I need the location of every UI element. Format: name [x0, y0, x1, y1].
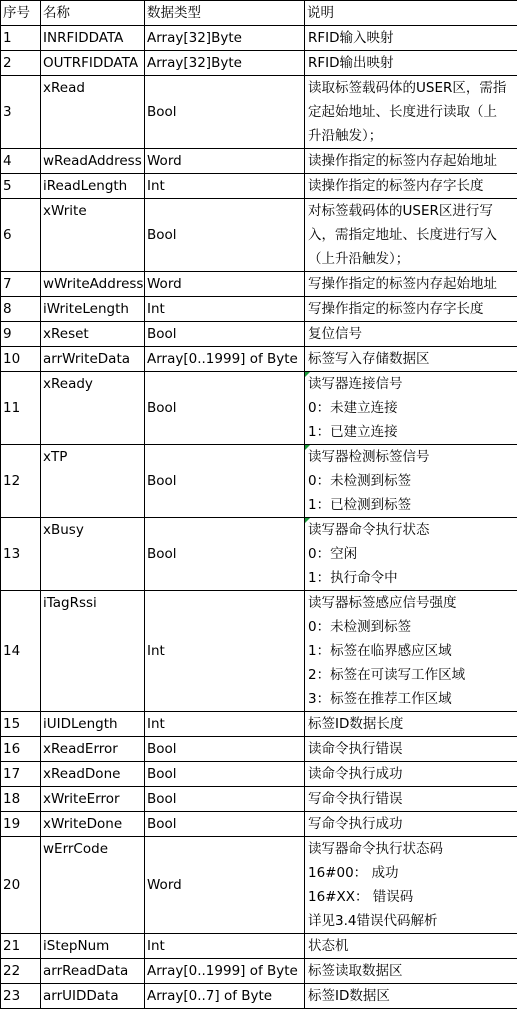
row-index: 17: [1, 762, 41, 787]
row-name: xReadDone: [41, 762, 145, 787]
description-line: 2：标签在可读写工作区域: [308, 663, 514, 687]
row-index: 19: [1, 812, 41, 837]
description-line: 1：已检测到标签: [308, 493, 514, 517]
table-row: [1, 762, 517, 787]
row-description: [305, 959, 517, 984]
row-type: Bool: [145, 812, 305, 837]
table-body: [1, 26, 517, 1009]
row-index: 9: [1, 322, 41, 347]
row-description: [305, 934, 517, 959]
row-type: Bool: [145, 199, 305, 272]
row-type: Bool: [145, 76, 305, 149]
description-line: 1：已建立连接: [308, 420, 514, 444]
table-row: [1, 959, 517, 984]
description-line: 16#XX： 错误码: [308, 885, 514, 909]
description-line: 标签读取数据区: [308, 959, 514, 983]
table-row: [1, 76, 517, 149]
description-line: 读写器检测标签信号: [308, 445, 514, 469]
row-name: xWriteDone: [41, 812, 145, 837]
row-type: Bool: [145, 322, 305, 347]
description-line: 读写器命令执行状态码: [308, 837, 514, 861]
row-name: xBusy: [41, 518, 145, 591]
row-description: [305, 174, 517, 199]
table-row: [1, 518, 517, 591]
row-type: Array[32]Byte: [145, 51, 305, 76]
table-row: [1, 787, 517, 812]
row-type: Int: [145, 297, 305, 322]
table-row: [1, 149, 517, 174]
table-row: [1, 51, 517, 76]
row-name: wWriteAddress: [41, 272, 145, 297]
description-line: 读写器连接信号: [308, 372, 514, 396]
table-row: [1, 322, 517, 347]
description-line: 详见3.4错误代码解析: [308, 909, 514, 933]
row-type: Array[32]Byte: [145, 26, 305, 51]
description-line: 0：未检测到标签: [308, 469, 514, 493]
row-type: Bool: [145, 737, 305, 762]
table-row: [1, 26, 517, 51]
description-line: 写操作指定的标签内存起始地址: [308, 272, 514, 296]
row-type: Array[0..1999] of Byte: [145, 959, 305, 984]
row-description: [305, 712, 517, 737]
row-name: iReadLength: [41, 174, 145, 199]
description-line: 写操作指定的标签内存字长度: [308, 297, 514, 321]
description-line: （上升沿触发）；: [308, 247, 514, 271]
table-row: [1, 837, 517, 934]
description-line: 入，需指定地址、长度进行写入: [308, 223, 514, 247]
description-line: 标签ID数据区: [308, 984, 514, 1008]
row-description: [305, 812, 517, 837]
table-row: [1, 347, 517, 372]
description-line: 对标签载码体的USER区进行写: [308, 199, 514, 223]
description-line: 读命令执行成功: [308, 762, 514, 786]
comment-marker-icon: [305, 445, 310, 450]
row-description: [305, 737, 517, 762]
description-line: 写命令执行错误: [308, 787, 514, 811]
row-name: wErrCode: [41, 837, 145, 934]
row-index: 5: [1, 174, 41, 199]
description-line: 1：执行命令中: [308, 566, 514, 590]
row-name: iWriteLength: [41, 297, 145, 322]
row-name: xTP: [41, 445, 145, 518]
row-description: [305, 347, 517, 372]
header-index: 序号: [1, 1, 41, 26]
row-name: iTagRssi: [41, 591, 145, 712]
row-description: [305, 372, 517, 445]
row-name: xWrite: [41, 199, 145, 272]
row-description: [305, 199, 517, 272]
description-line: 0：空闲: [308, 542, 514, 566]
row-description: [305, 762, 517, 787]
row-name: xReset: [41, 322, 145, 347]
row-type: Bool: [145, 762, 305, 787]
row-name: arrUIDData: [41, 984, 145, 1009]
row-name: OUTRFIDDATA: [41, 51, 145, 76]
table-row: [1, 934, 517, 959]
row-name: xReadError: [41, 737, 145, 762]
row-type: Int: [145, 591, 305, 712]
description-line: 读写器标签感应信号强度: [308, 591, 514, 615]
description-line: 标签ID数据长度: [308, 712, 514, 736]
table-header-row: [1, 1, 517, 26]
row-name: wReadAddress: [41, 149, 145, 174]
row-type: Array[0..1999] of Byte: [145, 347, 305, 372]
description-line: 状态机: [308, 934, 514, 958]
row-type: Bool: [145, 372, 305, 445]
row-name: xWriteError: [41, 787, 145, 812]
description-line: 读取标签载码体的USER区，需指: [308, 76, 514, 100]
row-index: 18: [1, 787, 41, 812]
row-name: INRFIDDATA: [41, 26, 145, 51]
row-description: [305, 322, 517, 347]
row-index: 2: [1, 51, 41, 76]
description-line: RFID输入映射: [308, 26, 514, 50]
row-index: 10: [1, 347, 41, 372]
row-type: Int: [145, 934, 305, 959]
description-line: 读写器命令执行状态: [308, 518, 514, 542]
table-row: [1, 272, 517, 297]
row-description: [305, 518, 517, 591]
row-type: Word: [145, 272, 305, 297]
row-index: 11: [1, 372, 41, 445]
table-row: [1, 984, 517, 1009]
row-index: 20: [1, 837, 41, 934]
row-type: Bool: [145, 787, 305, 812]
description-line: 标签写入存储数据区: [308, 347, 514, 371]
description-line: 1：标签在临界感应区域: [308, 639, 514, 663]
row-description: [305, 445, 517, 518]
row-index: 23: [1, 984, 41, 1009]
table-row: [1, 199, 517, 272]
row-name: xReady: [41, 372, 145, 445]
row-description: [305, 297, 517, 322]
row-index: 16: [1, 737, 41, 762]
description-line: 0：未建立连接: [308, 396, 514, 420]
header-desc: 说明: [305, 1, 517, 26]
comment-marker-icon: [305, 372, 310, 377]
row-description: [305, 591, 517, 712]
row-type: Int: [145, 174, 305, 199]
row-name: xRead: [41, 76, 145, 149]
table-row: [1, 174, 517, 199]
table-row: [1, 812, 517, 837]
row-description: [305, 272, 517, 297]
row-type: Bool: [145, 445, 305, 518]
row-description: [305, 837, 517, 934]
row-description: [305, 149, 517, 174]
description-line: 读命令执行错误: [308, 737, 514, 761]
row-name: arrWriteData: [41, 347, 145, 372]
description-line: 写命令执行成功: [308, 812, 514, 836]
description-line: 16#00： 成功: [308, 861, 514, 885]
row-description: [305, 51, 517, 76]
row-index: 13: [1, 518, 41, 591]
description-line: 读操作指定的标签内存字长度: [308, 174, 514, 198]
description-line: 定起始地址、长度进行读取（上: [308, 100, 514, 124]
row-index: 8: [1, 297, 41, 322]
row-index: 12: [1, 445, 41, 518]
header-type: 数据类型: [145, 1, 305, 26]
row-description: [305, 984, 517, 1009]
row-description: [305, 26, 517, 51]
table-row: [1, 372, 517, 445]
row-type: Word: [145, 837, 305, 934]
row-type: Array[0..7] of Byte: [145, 984, 305, 1009]
table-row: [1, 712, 517, 737]
table-row: [1, 297, 517, 322]
row-name: iStepNum: [41, 934, 145, 959]
description-line: 读操作指定的标签内存起始地址: [308, 149, 514, 173]
row-description: [305, 787, 517, 812]
row-name: iUIDLength: [41, 712, 145, 737]
row-index: 3: [1, 76, 41, 149]
row-index: 14: [1, 591, 41, 712]
row-index: 6: [1, 199, 41, 272]
table-row: [1, 445, 517, 518]
row-index: 7: [1, 272, 41, 297]
header-name: 名称: [41, 1, 145, 26]
row-index: 1: [1, 26, 41, 51]
row-description: [305, 76, 517, 149]
row-index: 21: [1, 934, 41, 959]
comment-marker-icon: [305, 518, 310, 523]
description-line: RFID输出映射: [308, 51, 514, 75]
row-index: 4: [1, 149, 41, 174]
row-type: Bool: [145, 518, 305, 591]
row-type: Int: [145, 712, 305, 737]
description-line: 0：未检测到标签: [308, 615, 514, 639]
row-index: 15: [1, 712, 41, 737]
description-line: 升沿触发）；: [308, 124, 514, 148]
table-row: [1, 737, 517, 762]
description-line: 复位信号: [308, 322, 514, 346]
row-name: arrReadData: [41, 959, 145, 984]
row-index: 22: [1, 959, 41, 984]
description-line: 3：标签在推荐工作区域: [308, 687, 514, 711]
row-type: Word: [145, 149, 305, 174]
table-row: [1, 591, 517, 712]
